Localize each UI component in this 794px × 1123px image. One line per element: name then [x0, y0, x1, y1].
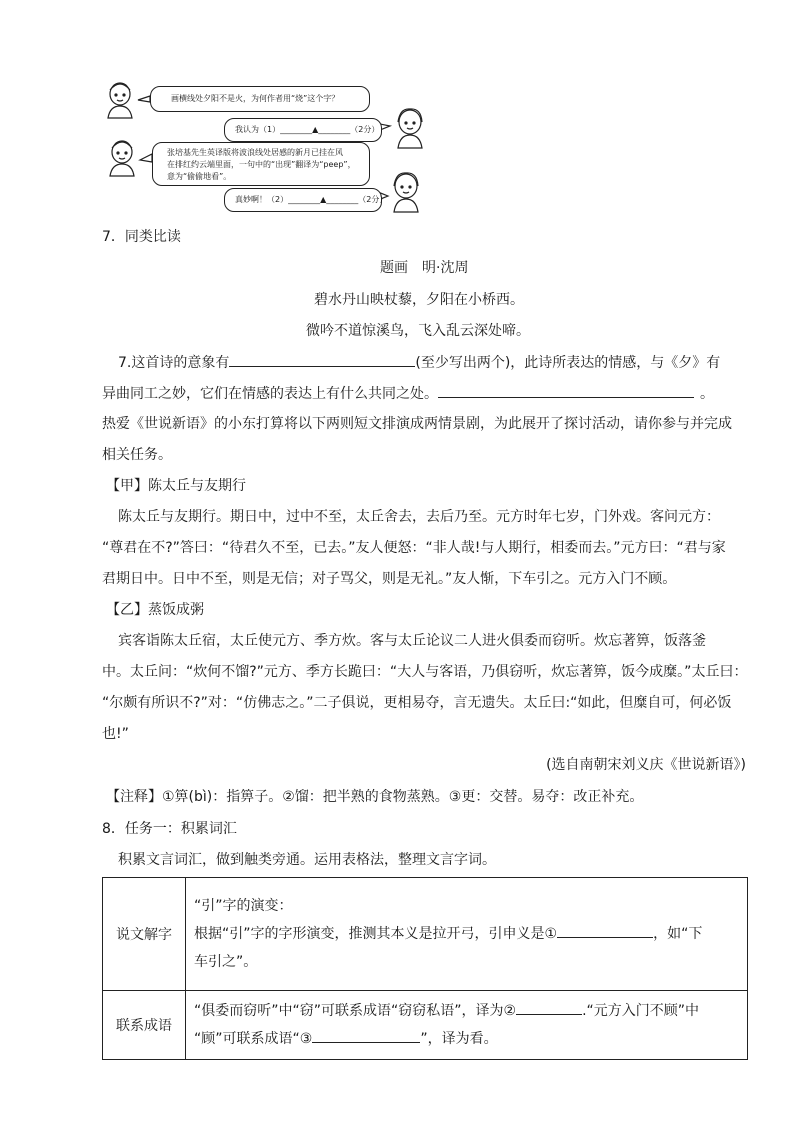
vocab-table: [102, 877, 748, 1060]
speech-bubble-answer-2: [224, 188, 388, 212]
bubble-text: 画横线处夕阳不是火，为何作者用“烧”这个字？: [171, 94, 340, 103]
bubble-text: 意为“偷偷地看”。: [167, 172, 232, 181]
speech-bubble-answer-1: [224, 118, 382, 142]
passage-line: 君期日中。日中不至，则是无信；对子骂父，则是无礼。”友人惭，下车引之。元方入门不顾。: [102, 571, 677, 587]
poem-line-1: 碧水丹山映杖藜，夕阳在小桥西。: [314, 292, 524, 308]
cell-text: .“元方入门不顾”中: [582, 1003, 700, 1019]
cell-text: 车引之”。: [194, 954, 258, 970]
passage-line: 宾客诣陈太丘宿，太丘使元方、季方炊。客与太丘论议二人进火俱委而窃听。炊忘著箅，饭落釜: [118, 633, 706, 649]
passage-line: 也!”: [102, 726, 129, 742]
cell-line: [194, 920, 739, 948]
girl-figure-icon: [394, 173, 418, 212]
answer-blank[interactable]: [557, 924, 653, 938]
cell-text: ，如“下: [653, 926, 703, 942]
cell-line: [194, 997, 739, 1025]
speech-bubble-translation: [152, 142, 370, 186]
passage-jia-title: 【甲】陈太丘与友期行: [106, 478, 246, 494]
speech-bubble-question: [150, 86, 370, 112]
q7-text: (至少写出两个)，此诗所表达的情感，与《夕》有: [415, 355, 721, 371]
intro-line-1: 热爱《世说新语》的小东打算将以下两则短文排演成两情景剧，为此展开了探讨活动，请你参与并完成: [102, 416, 732, 432]
passage-line: “尊君在不?”答曰：“待君久不至，已去。”友人便怒：“非人哉!与人期行，相委而去。”元方曰：“君与家: [102, 540, 726, 556]
table-row: [103, 878, 748, 991]
cell-line: [194, 1025, 739, 1053]
table-cell: [186, 878, 748, 991]
poem-line-2: 微吟不道惊溪鸟，飞入乱云深处啼。: [306, 323, 530, 339]
answer-blank[interactable]: [229, 353, 415, 367]
bubble-text: 真妙啊！（2）________▲________（2分）: [235, 195, 388, 204]
intro-line-2: 相关任务。: [102, 447, 172, 463]
notes: 【注释】①箅(bì)：指箅子。②馏：把半熟的食物蒸熟。③更：交替。易夺：改正补充。: [106, 789, 644, 805]
cell-text: ”，译为看。: [420, 1031, 498, 1047]
cell-text: “俱委而窃听”中“窃”可联系成语“窃窃私语”，译为: [194, 1003, 504, 1019]
cell-text: “顾”可联系成语“: [194, 1031, 300, 1047]
bubble-text: 张培基先生英译版将波浪线处居感的新月已挂在风: [167, 148, 343, 157]
circle-number: ①: [544, 926, 558, 942]
girl-figure-icon: [398, 109, 422, 148]
q7-prompt-line-2: [102, 384, 714, 403]
circle-number: ②: [503, 1003, 517, 1019]
table-cell: [186, 991, 748, 1060]
bubble-text: 在排红约云端里面，一句中的“出现”翻译为“peep”，: [167, 160, 356, 169]
circle-number: ③: [299, 1031, 313, 1047]
poem-title: 题画 明·沈周: [380, 260, 469, 276]
passage-line: 陈太丘与友期行。期日中，过中不至，太丘舍去，去后乃至。元方时年七岁，门外戏。客问元方：: [118, 509, 720, 525]
cell-text: 根据“引”字的字形演变，推测其本义是拉开弓，引申义是: [194, 926, 545, 942]
table-row-label: 说文解字: [103, 878, 186, 991]
passage-source: (选自南朝宋刘义庆《世说新语》): [546, 757, 746, 773]
answer-blank[interactable]: [438, 384, 694, 398]
q8-heading: 8．任务一：积累词汇: [102, 821, 237, 837]
answer-blank[interactable]: [312, 1029, 420, 1043]
q7-text: 。: [700, 386, 714, 402]
table-row: [103, 991, 748, 1060]
boy-figure-icon: [110, 141, 134, 176]
passage-line: “尔颇有所识不?”对：“仿佛志之。”二子俱说，更相易夺，言无遗失。太丘曰:“如此，但糜自可，何必饭: [102, 695, 732, 711]
q7-heading: 7．同类比读: [102, 229, 181, 245]
table-row-label: 联系成语: [103, 991, 186, 1060]
boy-figure-icon: [108, 83, 132, 118]
cell-text: “引”字的演变：: [194, 898, 293, 914]
passage-line: 中。太丘问：“炊何不馏?”元方、季方长跪曰：“大人与客语，乃俱窃听，炊忘著箅，饭今成糜。”太丘曰：: [102, 664, 748, 680]
answer-blank[interactable]: [516, 1001, 582, 1015]
q7-text: 异曲同工之妙，它们在情感的表达上有什么共同之处。: [102, 386, 438, 402]
bubble-text: 我认为（1）________▲________（2分）: [235, 125, 380, 134]
q8-instruction: 积累文言词汇，做到触类旁通。运用表格法，整理文言字词。: [118, 852, 496, 868]
q7-text: 7.这首诗的意象有: [118, 355, 230, 371]
passage-yi-title: 【乙】蒸饭成粥: [106, 602, 204, 618]
q7-prompt-line-1: [118, 353, 720, 372]
